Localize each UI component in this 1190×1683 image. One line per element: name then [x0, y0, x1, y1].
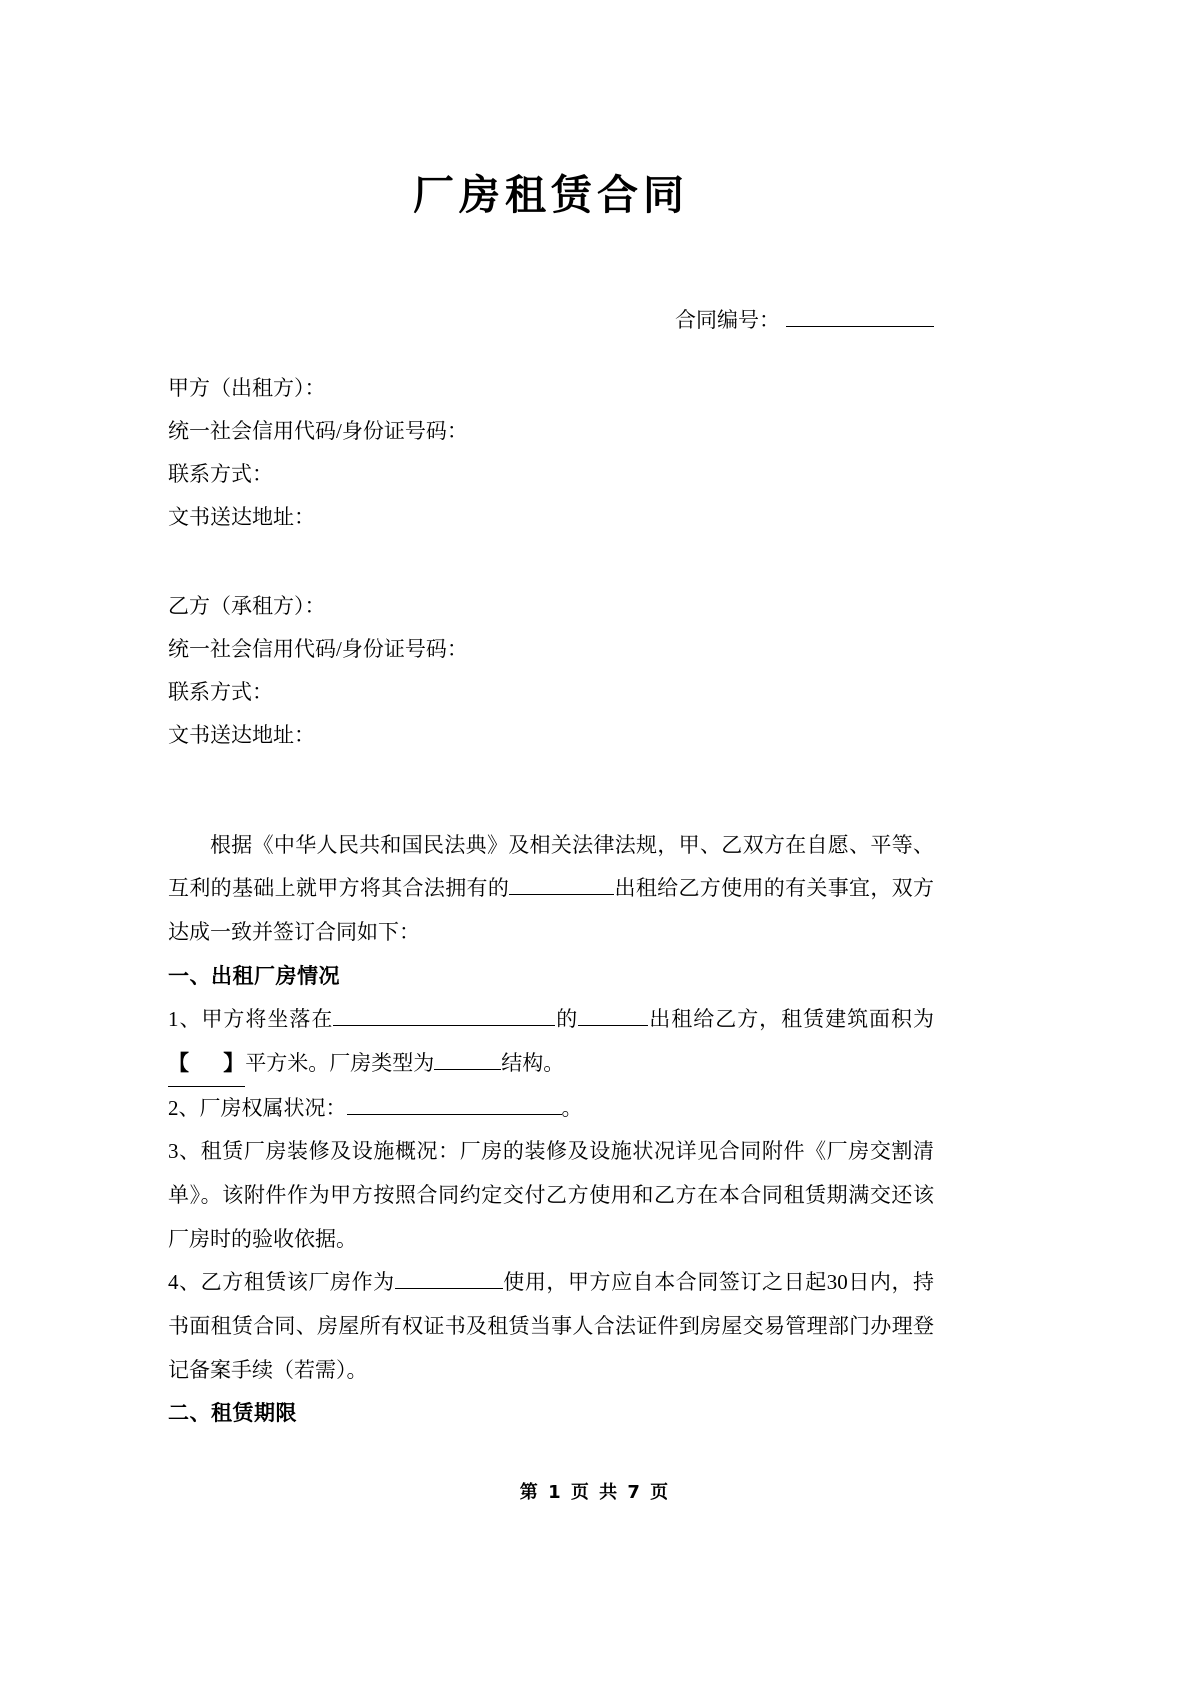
party-b-address-label: 文书送达地址：	[168, 723, 315, 748]
item-1-blank-object[interactable]	[578, 1025, 648, 1026]
item-4-blank-usage[interactable]	[395, 1288, 503, 1289]
item-1-blank-location[interactable]	[333, 1025, 555, 1026]
item-1-seg-6: 结构。	[501, 1050, 565, 1075]
preamble-paragraph	[168, 824, 934, 955]
item-1-seg-2: 的	[555, 1007, 579, 1032]
item-4-seg-2: 使用，甲方应自本合同签订之日起30日内，持书面租赁合同、房屋所有权证书及租赁当事人合法证件到房屋交易管理部门办理登记备案手续（若需）。	[168, 1270, 935, 1382]
preamble-blank-property[interactable]	[509, 894, 614, 895]
section-heading-1: 一、出租厂房情况	[168, 963, 340, 988]
preamble-text-part2: 出租给乙方使用的有关事宜，双方达成一致并签订合同如下：	[168, 876, 935, 944]
party-a-block	[168, 367, 934, 539]
party-b-block	[168, 585, 934, 757]
contract-number-row	[168, 301, 934, 341]
party-a-credit-code-label: 统一社会信用代码/身份证号码：	[168, 419, 468, 444]
party-a-name-label: 甲方（出租方）：	[168, 376, 326, 401]
party-b-contact-label: 联系方式：	[168, 680, 273, 705]
section-1-item-3: 3、租赁厂房装修及设施概况：厂房的装修及设施状况详见合同附件《厂房交割清单》。该附件作为甲方按照合同约定交付乙方使用和乙方在本合同租赁期满交还该厂房时的验收依据。	[168, 1139, 934, 1251]
contract-number-label: 合同编号：	[675, 308, 780, 333]
item-1-seg-5: 平方米。厂房类型为	[245, 1050, 435, 1075]
party-b-credit-code-label: 统一社会信用代码/身份证号码：	[168, 637, 468, 662]
item-1-blank-area[interactable]: 【 】	[168, 1042, 245, 1087]
section-1-item-2	[168, 1087, 934, 1131]
section-heading-2: 二、租赁期限	[168, 1401, 297, 1426]
party-a-contact-label: 联系方式：	[168, 462, 273, 487]
item-4-seg-1: 4、乙方租赁该厂房作为	[168, 1270, 395, 1295]
page-title: 厂房租赁合同	[413, 171, 689, 219]
document-content	[168, 0, 934, 1436]
party-separator	[168, 539, 934, 585]
section-1-item-4	[168, 1261, 934, 1392]
item-2-seg-2: 。	[561, 1095, 583, 1120]
section-1-item-1	[168, 998, 934, 1086]
item-2-seg-1: 2、厂房权属状况：	[168, 1095, 347, 1120]
party-b-name-label: 乙方（承租方）：	[168, 594, 326, 619]
preamble-text-part1: 根据《中华人民共和国民法典》及相关法律法规，甲、乙双方在自愿、平等、互利的基础上就甲方将其合法拥有的	[168, 832, 934, 901]
item-1-seg-1: 1、甲方将坐落在	[168, 1007, 334, 1032]
item-1-seg-3: 出租给乙方，租赁建筑面积为	[648, 1007, 935, 1032]
party-a-address-label: 文书送达地址：	[168, 505, 315, 530]
contract-number-input[interactable]	[786, 305, 934, 327]
item-1-blank-structure[interactable]	[434, 1069, 501, 1070]
page-footer: 第 1 页 共 7 页	[519, 1482, 671, 1503]
item-2-blank-ownership[interactable]	[347, 1114, 562, 1115]
